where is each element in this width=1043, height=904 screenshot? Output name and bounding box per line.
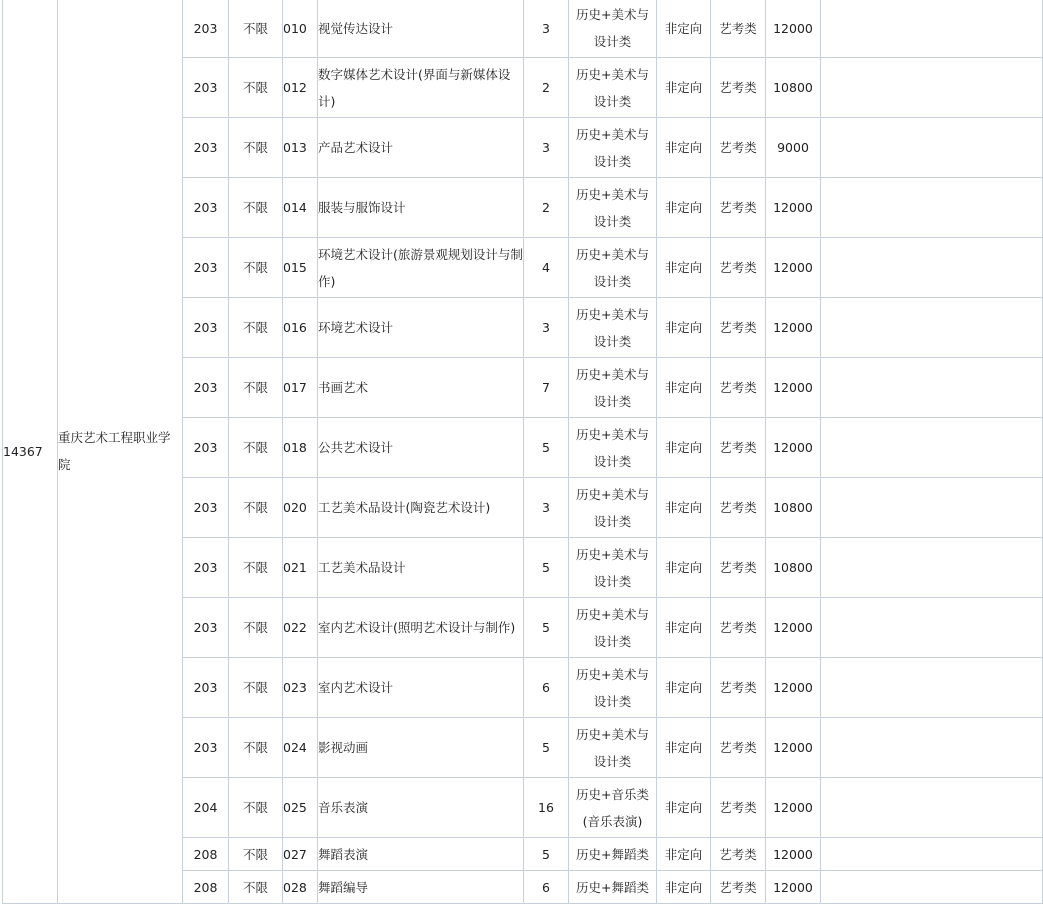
tuition-fee-cell: 12000	[766, 838, 821, 871]
category-cell: 艺考类	[711, 0, 766, 58]
subject-code-cell: 203	[183, 418, 229, 478]
subject-code-cell: 203	[183, 298, 229, 358]
subject-requirement-cell	[569, 418, 657, 478]
major-code-cell: 023	[283, 658, 318, 718]
major-name-cell: 室内艺术设计	[318, 658, 524, 718]
subject-requirement-cell	[569, 238, 657, 298]
category-cell: 艺考类	[711, 238, 766, 298]
tuition-fee-cell: 12000	[766, 0, 821, 58]
plan-count-cell: 5	[524, 538, 569, 598]
requirement-line: 设计类	[593, 573, 632, 589]
category-cell: 艺考类	[711, 178, 766, 238]
direction-cell: 非定向	[657, 598, 711, 658]
plan-count-cell: 5	[524, 838, 569, 871]
restriction-cell: 不限	[229, 238, 283, 298]
major-name-cell: 舞蹈表演	[318, 838, 524, 871]
tuition-fee-cell: 10800	[766, 538, 821, 598]
plan-count-cell: 3	[524, 0, 569, 58]
subject-code-cell: 203	[183, 538, 229, 598]
school-name-cell: 重庆艺术工程职业学院	[58, 0, 183, 904]
restriction-cell: 不限	[229, 478, 283, 538]
subject-code-cell: 203	[183, 58, 229, 118]
subject-code-cell: 203	[183, 178, 229, 238]
tuition-fee-cell: 12000	[766, 658, 821, 718]
direction-cell: 非定向	[657, 478, 711, 538]
requirement-line: 历史+美术与	[576, 666, 649, 682]
subject-requirement-cell	[569, 478, 657, 538]
category-cell: 艺考类	[711, 778, 766, 838]
notes-cell	[821, 418, 1043, 478]
major-name-cell: 舞蹈编导	[318, 871, 524, 904]
major-name-cell: 书画艺术	[318, 358, 524, 418]
plan-count-cell: 2	[524, 58, 569, 118]
admissions-table	[2, 0, 1043, 904]
major-code-cell: 013	[283, 118, 318, 178]
tuition-fee-cell: 12000	[766, 358, 821, 418]
major-code-cell: 028	[283, 871, 318, 904]
requirement-line: 历史+美术与	[576, 126, 649, 142]
subject-requirement-cell	[569, 178, 657, 238]
subject-requirement-cell	[569, 0, 657, 58]
table-body	[3, 0, 1043, 904]
restriction-cell: 不限	[229, 298, 283, 358]
plan-count-cell: 5	[524, 718, 569, 778]
subject-requirement-cell	[569, 718, 657, 778]
restriction-cell: 不限	[229, 778, 283, 838]
requirement-line: 历史+美术与	[576, 546, 649, 562]
requirement-line: 设计类	[593, 753, 632, 769]
requirement-line: 设计类	[593, 153, 632, 169]
direction-cell: 非定向	[657, 838, 711, 871]
tuition-fee-cell: 12000	[766, 598, 821, 658]
subject-code-cell: 203	[183, 598, 229, 658]
requirement-line: 历史+美术与	[576, 726, 649, 742]
direction-cell: 非定向	[657, 778, 711, 838]
subject-requirement-cell	[569, 658, 657, 718]
requirement-line: 历史+美术与	[576, 246, 649, 262]
major-code-cell: 017	[283, 358, 318, 418]
restriction-cell: 不限	[229, 658, 283, 718]
major-name-cell: 影视动画	[318, 718, 524, 778]
restriction-cell: 不限	[229, 118, 283, 178]
major-code-cell: 016	[283, 298, 318, 358]
major-code-cell: 020	[283, 478, 318, 538]
major-name-cell: 产品艺术设计	[318, 118, 524, 178]
direction-cell: 非定向	[657, 538, 711, 598]
category-cell: 艺考类	[711, 718, 766, 778]
restriction-cell: 不限	[229, 358, 283, 418]
requirement-line: 设计类	[593, 273, 632, 289]
plan-count-cell: 3	[524, 118, 569, 178]
category-cell: 艺考类	[711, 838, 766, 871]
notes-cell	[821, 838, 1043, 871]
notes-cell	[821, 598, 1043, 658]
direction-cell: 非定向	[657, 178, 711, 238]
major-name-cell: 音乐表演	[318, 778, 524, 838]
requirement-line: 历史+美术与	[576, 306, 649, 322]
major-name-cell: 工艺美术品设计	[318, 538, 524, 598]
major-code-cell: 018	[283, 418, 318, 478]
major-name-line: 环境艺术设计(旅游景观规划设计与制	[318, 246, 523, 262]
restriction-cell: 不限	[229, 838, 283, 871]
category-cell: 艺考类	[711, 58, 766, 118]
plan-count-cell: 3	[524, 298, 569, 358]
notes-cell	[821, 238, 1043, 298]
major-name-cell: 工艺美术品设计(陶瓷艺术设计)	[318, 478, 524, 538]
subject-code-cell: 203	[183, 238, 229, 298]
plan-count-cell: 3	[524, 478, 569, 538]
major-code-cell: 024	[283, 718, 318, 778]
requirement-line: (音乐表演)	[582, 813, 643, 829]
tuition-fee-cell: 12000	[766, 778, 821, 838]
tuition-fee-cell: 10800	[766, 478, 821, 538]
notes-cell	[821, 178, 1043, 238]
category-cell: 艺考类	[711, 418, 766, 478]
restriction-cell: 不限	[229, 538, 283, 598]
restriction-cell: 不限	[229, 718, 283, 778]
requirement-line: 设计类	[593, 633, 632, 649]
plan-count-cell: 7	[524, 358, 569, 418]
direction-cell: 非定向	[657, 718, 711, 778]
school-code-cell: 14367	[3, 0, 58, 904]
table-row	[3, 0, 1043, 58]
requirement-line: 历史+音乐类	[576, 786, 649, 802]
requirement-line: 设计类	[593, 393, 632, 409]
subject-requirement-cell	[569, 538, 657, 598]
subject-requirement-cell: 历史+舞蹈类	[569, 838, 657, 871]
requirement-line: 设计类	[593, 34, 632, 49]
tuition-fee-cell: 12000	[766, 418, 821, 478]
subject-code-cell: 203	[183, 0, 229, 58]
subject-requirement-cell	[569, 58, 657, 118]
major-name-line: 作)	[318, 273, 336, 289]
requirement-line: 历史+美术与	[576, 7, 649, 22]
requirement-line: 设计类	[593, 93, 632, 109]
requirement-line: 历史+美术与	[576, 486, 649, 502]
notes-cell	[821, 298, 1043, 358]
plan-count-cell: 5	[524, 418, 569, 478]
major-code-cell: 010	[283, 0, 318, 58]
tuition-fee-cell: 12000	[766, 298, 821, 358]
restriction-cell: 不限	[229, 418, 283, 478]
direction-cell: 非定向	[657, 118, 711, 178]
tuition-fee-cell: 9000	[766, 118, 821, 178]
notes-cell	[821, 538, 1043, 598]
category-cell: 艺考类	[711, 871, 766, 904]
subject-code-cell: 208	[183, 871, 229, 904]
requirement-line: 历史+美术与	[576, 66, 649, 82]
subject-code-cell: 203	[183, 478, 229, 538]
restriction-cell: 不限	[229, 178, 283, 238]
subject-code-cell: 203	[183, 358, 229, 418]
subject-requirement-cell	[569, 358, 657, 418]
tuition-fee-cell: 12000	[766, 238, 821, 298]
subject-code-cell: 203	[183, 658, 229, 718]
direction-cell: 非定向	[657, 871, 711, 904]
major-name-cell: 视觉传达设计	[318, 0, 524, 58]
requirement-line: 设计类	[593, 513, 632, 529]
restriction-cell: 不限	[229, 58, 283, 118]
notes-cell	[821, 118, 1043, 178]
requirement-line: 历史+美术与	[576, 606, 649, 622]
category-cell: 艺考类	[711, 658, 766, 718]
major-name-cell: 服装与服饰设计	[318, 178, 524, 238]
notes-cell	[821, 478, 1043, 538]
subject-requirement-cell: 历史+舞蹈类	[569, 871, 657, 904]
requirement-line: 设计类	[593, 453, 632, 469]
requirement-line: 设计类	[593, 693, 632, 709]
subject-code-cell: 203	[183, 118, 229, 178]
notes-cell	[821, 58, 1043, 118]
subject-code-cell: 204	[183, 778, 229, 838]
major-code-cell: 025	[283, 778, 318, 838]
major-code-cell: 022	[283, 598, 318, 658]
notes-cell	[821, 778, 1043, 838]
major-code-cell: 012	[283, 58, 318, 118]
direction-cell: 非定向	[657, 418, 711, 478]
requirement-line: 历史+美术与	[576, 426, 649, 442]
subject-requirement-cell	[569, 598, 657, 658]
subject-code-cell: 208	[183, 838, 229, 871]
direction-cell: 非定向	[657, 658, 711, 718]
subject-requirement-cell	[569, 298, 657, 358]
tuition-fee-cell: 12000	[766, 871, 821, 904]
plan-count-cell: 6	[524, 658, 569, 718]
subject-code-cell: 203	[183, 718, 229, 778]
direction-cell: 非定向	[657, 58, 711, 118]
major-name-cell	[318, 238, 524, 298]
category-cell: 艺考类	[711, 538, 766, 598]
major-name-cell: 公共艺术设计	[318, 418, 524, 478]
plan-count-cell: 4	[524, 238, 569, 298]
category-cell: 艺考类	[711, 358, 766, 418]
tuition-fee-cell: 12000	[766, 178, 821, 238]
tuition-fee-cell: 10800	[766, 58, 821, 118]
direction-cell: 非定向	[657, 0, 711, 58]
notes-cell	[821, 718, 1043, 778]
direction-cell: 非定向	[657, 298, 711, 358]
requirement-line: 设计类	[593, 213, 632, 229]
major-code-cell: 014	[283, 178, 318, 238]
notes-cell	[821, 358, 1043, 418]
major-name-cell: 室内艺术设计(照明艺术设计与制作)	[318, 598, 524, 658]
restriction-cell: 不限	[229, 598, 283, 658]
category-cell: 艺考类	[711, 478, 766, 538]
direction-cell: 非定向	[657, 358, 711, 418]
plan-count-cell: 6	[524, 871, 569, 904]
major-code-cell: 021	[283, 538, 318, 598]
major-code-cell: 027	[283, 838, 318, 871]
notes-cell	[821, 871, 1043, 904]
major-name-cell: 环境艺术设计	[318, 298, 524, 358]
major-name-cell: 数字媒体艺术设计(界面与新媒体设计)	[318, 58, 524, 118]
restriction-cell: 不限	[229, 871, 283, 904]
requirement-line: 设计类	[593, 333, 632, 349]
direction-cell: 非定向	[657, 238, 711, 298]
plan-count-cell: 16	[524, 778, 569, 838]
plan-count-cell: 2	[524, 178, 569, 238]
restriction-cell: 不限	[229, 0, 283, 58]
notes-cell	[821, 0, 1043, 58]
tuition-fee-cell: 12000	[766, 718, 821, 778]
requirement-line: 历史+美术与	[576, 366, 649, 382]
requirement-line: 历史+美术与	[576, 186, 649, 202]
plan-count-cell: 5	[524, 598, 569, 658]
category-cell: 艺考类	[711, 298, 766, 358]
subject-requirement-cell	[569, 778, 657, 838]
category-cell: 艺考类	[711, 598, 766, 658]
notes-cell	[821, 658, 1043, 718]
major-code-cell: 015	[283, 238, 318, 298]
category-cell: 艺考类	[711, 118, 766, 178]
subject-requirement-cell	[569, 118, 657, 178]
